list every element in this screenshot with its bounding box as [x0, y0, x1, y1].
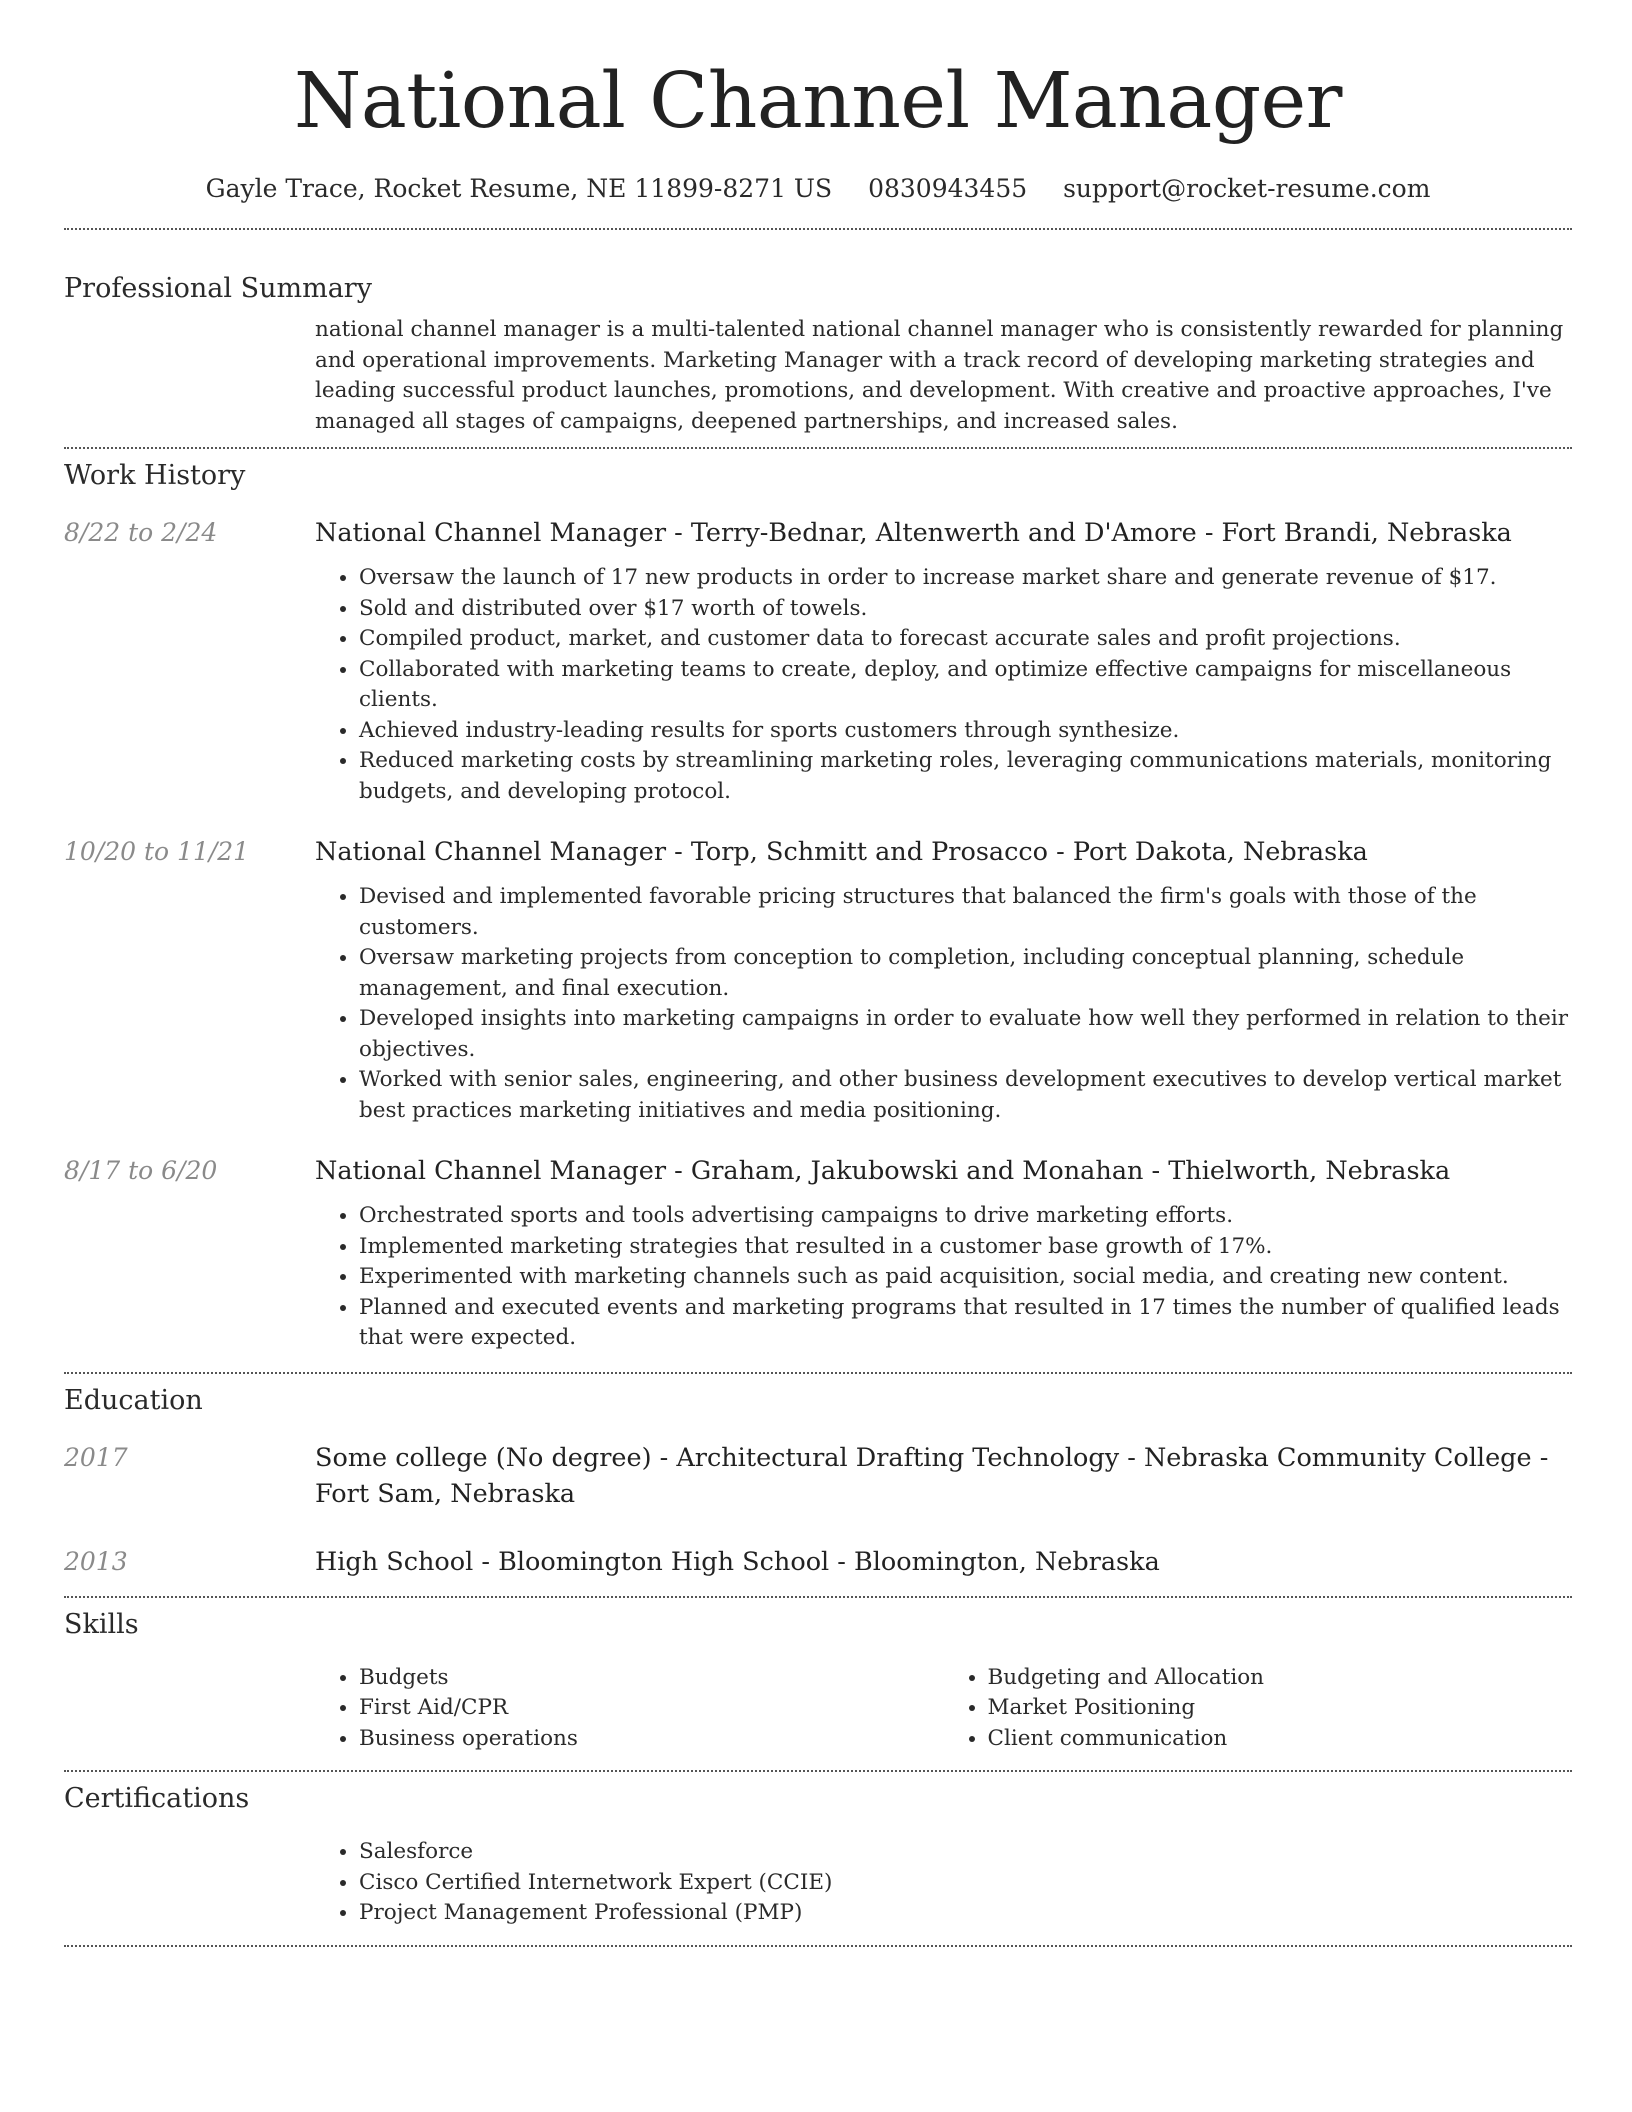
skills-column — [315, 1663, 944, 1755]
list-item: • Oversaw the launch of 17 new products in order to increase market share and generate revenue of $17. — [359, 563, 1572, 594]
divider — [64, 1945, 1572, 1947]
job-dates: 8/17 to 6/20 — [64, 1156, 218, 1185]
list-item: • Budgets — [359, 1663, 944, 1694]
list-item: • Cisco Certified Internetwork Expert (CCIE) — [359, 1868, 1572, 1899]
section-title-education: Education — [64, 1384, 203, 1416]
divider — [64, 228, 1572, 230]
contact-address: Gayle Trace, Rocket Resume, NE 11899-8271 US — [205, 174, 833, 203]
contact-line — [64, 172, 1572, 206]
job-heading: National Channel Manager - Torp, Schmitt and Prosacco - Port Dakota, Nebraska — [315, 837, 1368, 867]
section-title-certifications: Certifications — [64, 1783, 250, 1814]
job-bullets — [315, 882, 1572, 1126]
list-item: • Market Positioning — [988, 1693, 1573, 1724]
job-heading: National Channel Manager - Terry-Bednar, Altenwerth and D'Amore - Fort Brandi, Nebraska — [315, 518, 1512, 548]
list-item: • Compiled product, market, and customer data to forecast accurate sales and profit projections. — [359, 624, 1572, 655]
list-item: • Oversaw marketing projects from conception to completion, including conceptual planning, schedule management, and final execution. — [359, 943, 1572, 1004]
list-item: • Reduced marketing costs by streamlining marketing roles, leveraging communications materials, monitoring budgets, and developing protocol. — [359, 746, 1572, 807]
skills-column — [944, 1663, 1573, 1755]
education-entry — [64, 1440, 1572, 1512]
education-year: 2013 — [64, 1546, 128, 1576]
list-item: • Implemented marketing strategies that resulted in a customer base growth of 17%. — [359, 1232, 1572, 1263]
list-item: • Client communication — [988, 1724, 1573, 1755]
list-item: • Collaborated with marketing teams to create, deploy, and optimize effective campaigns for miscellaneous clients. — [359, 655, 1572, 716]
divider — [64, 1596, 1572, 1598]
resume-title: National Channel Manager — [294, 57, 1342, 146]
section-title-summary: Professional Summary — [64, 273, 372, 304]
section-title-work: Work History — [64, 460, 246, 491]
list-item: • Devised and implemented favorable pricing structures that balanced the firm's goals with those of the customers. — [359, 882, 1572, 943]
resume-page — [64, 0, 1572, 1947]
list-item: • Orchestrated sports and tools advertising campaigns to drive marketing efforts. — [359, 1201, 1572, 1232]
job-dates: 8/22 to 2/24 — [64, 518, 218, 547]
job-bullets — [315, 1201, 1572, 1354]
job-entry — [64, 1153, 1572, 1354]
section-title-skills: Skills — [64, 1608, 139, 1640]
contact-email: support@rocket-resume.com — [1063, 174, 1431, 203]
certifications-list — [315, 1837, 1572, 1929]
list-item: • Developed insights into marketing campaigns in order to evaluate how well they performed in relation to their objectives. — [359, 1004, 1572, 1065]
list-item: • Achieved industry-leading results for sports customers through synthesize. — [359, 716, 1572, 747]
list-item: • Budgeting and Allocation — [988, 1663, 1573, 1694]
education-text: High School - Bloomington High School - Bloomington, Nebraska — [315, 1546, 1160, 1577]
list-item: • Experimented with marketing channels such as paid acquisition, social media, and creating new content. — [359, 1262, 1572, 1293]
job-entry — [64, 515, 1572, 807]
education-text: Some college (No degree) - Architectural Drafting Technology - Nebraska Community College - Fort Sam, Nebraska — [315, 1442, 1549, 1509]
divider — [64, 1372, 1572, 1374]
list-item: • Planned and executed events and marketing programs that resulted in 17 times the number of qualified leads that were expected. — [359, 1293, 1572, 1354]
list-item: • First Aid/CPR — [359, 1693, 944, 1724]
divider — [64, 447, 1572, 449]
job-entry — [64, 834, 1572, 1126]
contact-phone: 0830943455 — [868, 174, 1028, 203]
job-dates: 10/20 to 11/21 — [64, 837, 250, 866]
skills-list — [315, 1663, 1572, 1755]
divider — [64, 1770, 1572, 1772]
summary-text: national channel manager is a multi-talented national channel manager who is consistently rewarded for planning and operational improvements. Marketing Manager with a track record of developing marketing strategies and leading successful product launches, promotions, and development. With creative and proactive approaches, I've managed all stages of campaigns, deepened partnerships, and increased sales. — [315, 317, 1564, 434]
list-item: • Worked with senior sales, engineering, and other business development executives to develop vertical market best practices marketing initiatives and media positioning. — [359, 1065, 1572, 1126]
job-heading: National Channel Manager - Graham, Jakubowski and Monahan - Thielworth, Nebraska — [315, 1156, 1451, 1186]
education-year: 2017 — [64, 1442, 128, 1472]
job-bullets — [315, 563, 1572, 807]
list-item: • Salesforce — [359, 1837, 1572, 1868]
education-entry — [64, 1544, 1572, 1580]
list-item: • Sold and distributed over $17 worth of towels. — [359, 594, 1572, 625]
list-item: • Project Management Professional (PMP) — [359, 1898, 1572, 1929]
list-item: • Business operations — [359, 1724, 944, 1755]
